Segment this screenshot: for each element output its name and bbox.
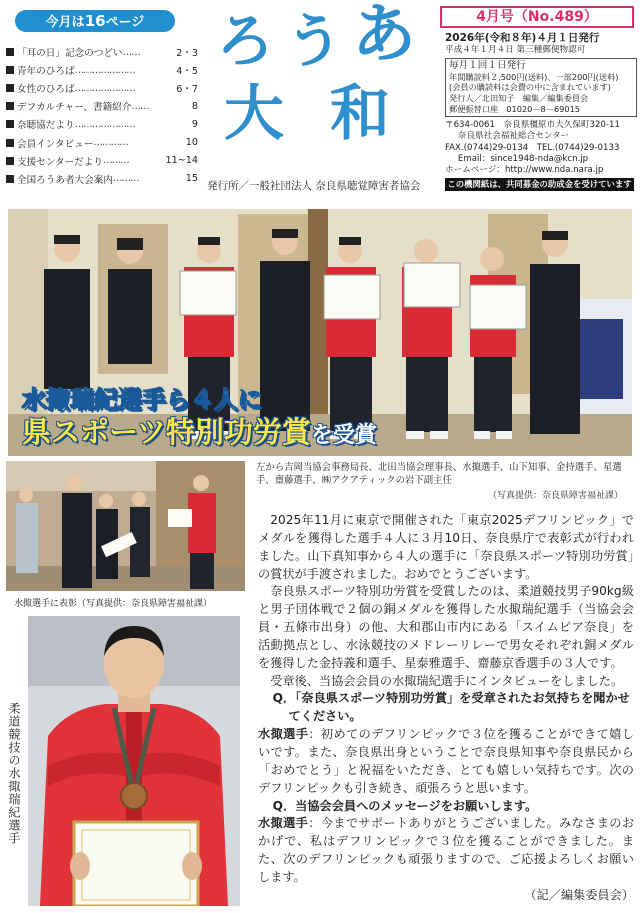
- headline-line1: 水掫瑞紀選手ら４人に: [22, 386, 262, 414]
- toc-item-title: 会員インタビュー: [17, 138, 94, 150]
- toc-item[interactable]: [6, 152, 198, 170]
- masthead-char-wa: 和: [330, 79, 390, 149]
- postal-permit: 平成４年１月４日 第三種郵便物認可: [445, 45, 586, 55]
- headline-line2: [22, 410, 377, 451]
- toc-item-page: 15: [185, 173, 198, 185]
- toc-item-page: 9: [191, 118, 198, 130]
- toc-item-title: 青年のひろば: [17, 66, 75, 78]
- small-photo-caption: 水掫選手に表彰（写真提供：奈良県障害福祉課）: [14, 599, 213, 609]
- masthead-char-ro: ろ: [216, 7, 275, 75]
- toc-item[interactable]: [6, 133, 198, 151]
- interview-answer: [258, 815, 634, 886]
- answer-text: ：今までサポートありがとうございました。みなさまのおかげで、私はデフリンピックで３位を獲ることができました。また、次のデフリンピックも頑張りますので、ご応援よろしくお願いします。: [258, 816, 635, 884]
- main-photo-caption: 左から吉岡当協会事務局長、北田当協会理事長、水掫選手、山下知事、金持選手、星選手、齋藤選手、㈱アクアティックの岩下副主任: [256, 462, 622, 486]
- homepage-link[interactable]: ホームページ：http://www.nda.nara.jp: [445, 164, 604, 175]
- square-bullet-icon: [6, 102, 14, 110]
- masthead-char-dai: 大: [224, 79, 284, 149]
- portrait-caption-vertical: 柔道競技の水掫瑞紀選手: [7, 702, 21, 845]
- toc-item-title: 全国ろうあ者大会案内: [17, 174, 113, 186]
- toc-item[interactable]: [6, 115, 198, 133]
- masthead-logo: [202, 0, 434, 180]
- issue-date: 2026年(令和８年)４月１日発行: [445, 32, 600, 44]
- square-bullet-icon: [6, 139, 14, 147]
- toc-item[interactable]: [6, 43, 198, 61]
- grant-notice: この機関紙は、共同募金の助成金を受けています: [445, 178, 634, 191]
- square-bullet-icon: [6, 175, 14, 183]
- athlete-portrait-photo: [28, 616, 240, 906]
- toc-item[interactable]: [6, 170, 198, 188]
- toc-item-page: 11~14: [165, 155, 198, 167]
- main-photo-credit: （写真提供：奈良県障害福祉課）: [488, 491, 624, 501]
- publisher-editor: 発行人／北田知子 編集／編集委員会: [449, 92, 589, 103]
- interview-question-cont: てください。: [288, 709, 362, 724]
- table-of-contents: [6, 43, 198, 188]
- article-paragraph: 奈良県スポーツ特別功労賞を受賞したのは、柔道競技男子90kg級と男子団体戦で２個の銅メダルを獲得した水掫瑞紀選手（当協会会員・五條市出身）の他、大和郡山市内にある「スイムピア奈良」を活動拠点とし、水泳競技のメドレーリレーで男女それぞれ銅メダルを獲得した金持義和選手、星泰雅選手、齋藤京香選手の３人です。: [258, 584, 634, 670]
- toc-item-page: 8: [191, 100, 198, 112]
- toc-item-page: 2・3: [176, 48, 198, 60]
- square-bullet-icon: [6, 66, 14, 74]
- answer-speaker: 水掫選手: [258, 816, 309, 831]
- toc-badge-suffix: ページ: [105, 15, 145, 30]
- article-paragraph: 受章後、当協会会員の水掫瑞紀選手にインタビューをしました。: [270, 673, 624, 688]
- answer-speaker: 水掫選手: [258, 727, 309, 742]
- toc-item-title: 支援センターだより: [17, 156, 103, 168]
- toc-badge-prefix: 今月は: [45, 15, 85, 30]
- square-bullet-icon: [6, 157, 14, 165]
- toc-item-leader: ……: [131, 100, 149, 112]
- interview-question: Q．「奈良県スポーツ特別功労賞」を受章されたお気持ちを聞かせ: [272, 691, 630, 706]
- toc-item-page: 10: [185, 137, 198, 149]
- toc-badge-count: 16: [84, 12, 106, 30]
- postal-address: 〒634-0061 奈良県橿原市大久保町320-11: [445, 120, 620, 131]
- toc-badge: [15, 10, 175, 32]
- center-name: 奈良県社会福祉総合センター: [457, 131, 570, 142]
- article-signature: （記／編集委員会）: [524, 887, 634, 902]
- toc-item-title: 「耳の日」記念のつどい: [17, 48, 123, 60]
- toc-item-leader: …………………: [74, 64, 135, 76]
- headline-award-name: 県スポーツ特別功労賞: [22, 415, 311, 449]
- subscription-fee: 年間購読料２,500円(送料)、一部200円(送料): [449, 71, 619, 82]
- toc-item[interactable]: [6, 79, 198, 97]
- award-presentation-photo: [6, 461, 245, 591]
- square-bullet-icon: [6, 48, 14, 56]
- interview-question: Q．当協会会員へのメッセージをお願いします。: [272, 798, 538, 813]
- answer-text: ：初めてのデフリンピックで３位を獲ることができて嬉しいです。また、奈良県出身ということで奈良県知事や奈良県民から「おめでとう」と祝福をいただき、とても嬉しい気持ちです。次のデフリンピックも引き続き、頑張ろうと思います。: [258, 727, 635, 795]
- email-link[interactable]: Email：since1948-nda@kcn.jp: [457, 153, 589, 164]
- article-paragraph: 2025年11月に東京で開催された「東京2025デフリンピック」でメダルを獲得した選手４人に３月10日、奈良県庁で表彰式が行われました。山下真知事から４人の選手に「奈良県スポーツ特別功労賞」の賞状が手渡されました。おめでとうございます。: [258, 513, 634, 581]
- toc-item-leader: ……: [122, 46, 140, 58]
- toc-item-leader: ………: [112, 173, 139, 185]
- award-presentation-illustration: [6, 461, 245, 591]
- toc-item-leader: …………………: [74, 118, 135, 130]
- toc-item-page: 6・7: [176, 84, 198, 96]
- member-fee-note: (会員の購読料は会費の中に含まれています): [449, 82, 611, 93]
- masthead-char-a: あ: [352, 0, 416, 72]
- headline-tail: を受賞: [310, 423, 377, 448]
- postal-transfer-account: 郵便振替口座 01020－8－69015: [449, 103, 580, 114]
- square-bullet-icon: [6, 84, 14, 92]
- toc-item[interactable]: [6, 97, 198, 115]
- toc-item-page: 4・5: [176, 66, 198, 78]
- publisher-line: 発行所／一般社団法人 奈良県聴覚障害者協会: [207, 180, 421, 192]
- toc-item-leader: …………………: [74, 82, 135, 94]
- toc-item-title: 女性のひろば: [17, 84, 75, 96]
- fax-tel: FAX.(0744)29-0134 TEL.(0744)29-0133: [445, 142, 620, 153]
- publish-frequency: 毎月１回１日発行: [449, 60, 526, 72]
- issue-number-badge: 4月号（No.489）: [440, 6, 634, 28]
- toc-item[interactable]: [6, 61, 198, 79]
- interview-answer: [258, 726, 634, 797]
- square-bullet-icon: [6, 120, 14, 128]
- masthead-char-u: う: [285, 7, 344, 75]
- toc-item-leader: ………: [102, 155, 129, 167]
- athlete-portrait-illustration: [28, 616, 240, 906]
- toc-item-title: デフカルチャー、書籍紹介: [17, 102, 132, 114]
- toc-item-title: 奈聴協だより: [17, 120, 75, 132]
- toc-item-leader: …………: [93, 137, 128, 149]
- issue-info: [445, 32, 637, 176]
- article-body: [258, 512, 634, 905]
- subscription-box: [445, 58, 637, 117]
